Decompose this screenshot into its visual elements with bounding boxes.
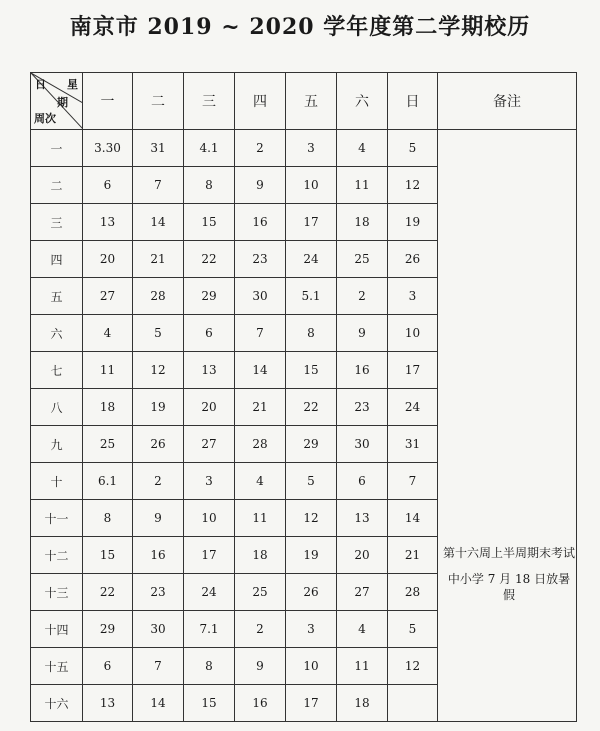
date-cell: 4 [337,611,388,648]
date-cell: 5 [388,130,438,167]
week-number-cell: 二 [31,167,83,204]
date-cell: 21 [235,389,286,426]
date-cell: 17 [388,352,438,389]
date-cell: 3 [388,278,438,315]
weekday-header: 二 [133,73,184,130]
corner-day-label: 日 [35,78,46,91]
date-cell: 8 [286,315,337,352]
notes-header: 备注 [438,73,577,130]
date-cell: 13 [337,500,388,537]
date-cell: 17 [184,537,235,574]
date-cell: 3.30 [83,130,133,167]
date-cell: 10 [286,648,337,685]
date-cell: 4.1 [184,130,235,167]
date-cell: 15 [83,537,133,574]
date-cell: 4 [235,463,286,500]
date-cell: 8 [184,648,235,685]
week-number-cell: 五 [31,278,83,315]
week-number-cell: 八 [31,389,83,426]
date-cell: 29 [83,611,133,648]
date-cell: 2 [337,278,388,315]
corner-qi-label: 期 [57,96,68,109]
table-row [31,130,577,167]
week-number-cell: 四 [31,241,83,278]
date-cell: 14 [388,500,438,537]
weekday-header: 五 [286,73,337,130]
date-cell: 29 [184,278,235,315]
date-cell: 25 [83,426,133,463]
date-cell: 29 [286,426,337,463]
date-cell: 7.1 [184,611,235,648]
date-cell: 4 [83,315,133,352]
date-cell: 31 [388,426,438,463]
date-cell: 19 [388,204,438,241]
note-text: 第十六周上半周期末考试 [442,545,575,560]
date-cell: 13 [83,685,133,722]
date-cell: 2 [133,463,184,500]
date-cell: 16 [235,685,286,722]
weekday-header: 一 [83,73,133,130]
date-cell: 23 [133,574,184,611]
date-cell: 11 [83,352,133,389]
date-cell: 7 [388,463,438,500]
date-cell: 24 [388,389,438,426]
school-calendar-table [30,72,577,722]
date-cell: 17 [286,685,337,722]
date-cell: 16 [133,537,184,574]
corner-week-label: 周次 [34,112,56,125]
date-cell: 15 [184,685,235,722]
date-cell [388,685,438,722]
date-cell: 18 [337,204,388,241]
date-cell: 9 [235,167,286,204]
date-cell: 6 [337,463,388,500]
date-cell: 8 [83,500,133,537]
date-cell: 20 [83,241,133,278]
page-title: 南京市 2019 ~ 2020 学年度第二学期校历 [69,14,531,40]
date-cell: 6.1 [83,463,133,500]
weekday-header: 日 [388,73,438,130]
date-cell: 3 [184,463,235,500]
date-cell: 11 [337,167,388,204]
date-cell: 22 [184,241,235,278]
note-text: 中小学 7 月 18 日放暑假 [447,571,571,602]
date-cell: 10 [388,315,438,352]
date-cell: 27 [184,426,235,463]
corner-header [31,73,83,130]
date-cell: 2 [235,130,286,167]
date-cell: 9 [337,315,388,352]
date-cell: 28 [388,574,438,611]
date-cell: 26 [133,426,184,463]
date-cell: 17 [286,204,337,241]
week-number-cell: 九 [31,426,83,463]
date-cell: 7 [133,648,184,685]
week-number-cell: 十二 [31,537,83,574]
date-cell: 9 [133,500,184,537]
date-cell: 19 [286,537,337,574]
date-cell: 23 [337,389,388,426]
date-cell: 24 [286,241,337,278]
week-number-cell: 七 [31,352,83,389]
date-cell: 5.1 [286,278,337,315]
date-cell: 4 [337,130,388,167]
notes-cell [438,130,577,722]
date-cell: 18 [337,685,388,722]
week-number-cell: 一 [31,130,83,167]
date-cell: 25 [337,241,388,278]
date-cell: 14 [235,352,286,389]
date-cell: 12 [133,352,184,389]
weekday-header: 六 [337,73,388,130]
week-number-cell: 三 [31,204,83,241]
header-row [31,73,577,130]
date-cell: 11 [337,648,388,685]
date-cell: 27 [83,278,133,315]
date-cell: 16 [337,352,388,389]
week-number-cell: 十一 [31,500,83,537]
date-cell: 16 [235,204,286,241]
date-cell: 6 [83,167,133,204]
date-cell: 3 [286,611,337,648]
date-cell: 26 [388,241,438,278]
date-cell: 28 [133,278,184,315]
date-cell: 22 [83,574,133,611]
date-cell: 6 [83,648,133,685]
date-cell: 15 [286,352,337,389]
date-cell: 19 [133,389,184,426]
date-cell: 30 [337,426,388,463]
date-cell: 14 [133,204,184,241]
date-cell: 11 [235,500,286,537]
date-cell: 18 [235,537,286,574]
date-cell: 20 [337,537,388,574]
date-cell: 5 [133,315,184,352]
week-number-cell: 十六 [31,685,83,722]
date-cell: 31 [133,130,184,167]
date-cell: 12 [286,500,337,537]
date-cell: 15 [184,204,235,241]
date-cell: 21 [388,537,438,574]
date-cell: 18 [83,389,133,426]
date-cell: 24 [184,574,235,611]
date-cell: 27 [337,574,388,611]
date-cell: 3 [286,130,337,167]
date-cell: 30 [235,278,286,315]
date-cell: 12 [388,648,438,685]
date-cell: 8 [184,167,235,204]
date-cell: 5 [286,463,337,500]
date-cell: 5 [388,611,438,648]
date-cell: 10 [184,500,235,537]
date-cell: 30 [133,611,184,648]
date-cell: 7 [133,167,184,204]
date-cell: 14 [133,685,184,722]
date-cell: 6 [184,315,235,352]
week-number-cell: 十五 [31,648,83,685]
date-cell: 13 [83,204,133,241]
date-cell: 28 [235,426,286,463]
week-number-cell: 十三 [31,574,83,611]
date-cell: 23 [235,241,286,278]
corner-star-label: 星 [67,78,78,91]
date-cell: 21 [133,241,184,278]
date-cell: 7 [235,315,286,352]
weekday-header: 四 [235,73,286,130]
date-cell: 13 [184,352,235,389]
date-cell: 26 [286,574,337,611]
date-cell: 9 [235,648,286,685]
date-cell: 20 [184,389,235,426]
weekday-header: 三 [184,73,235,130]
week-number-cell: 十四 [31,611,83,648]
date-cell: 10 [286,167,337,204]
week-number-cell: 六 [31,315,83,352]
week-number-cell: 十 [31,463,83,500]
date-cell: 22 [286,389,337,426]
date-cell: 2 [235,611,286,648]
date-cell: 12 [388,167,438,204]
date-cell: 25 [235,574,286,611]
